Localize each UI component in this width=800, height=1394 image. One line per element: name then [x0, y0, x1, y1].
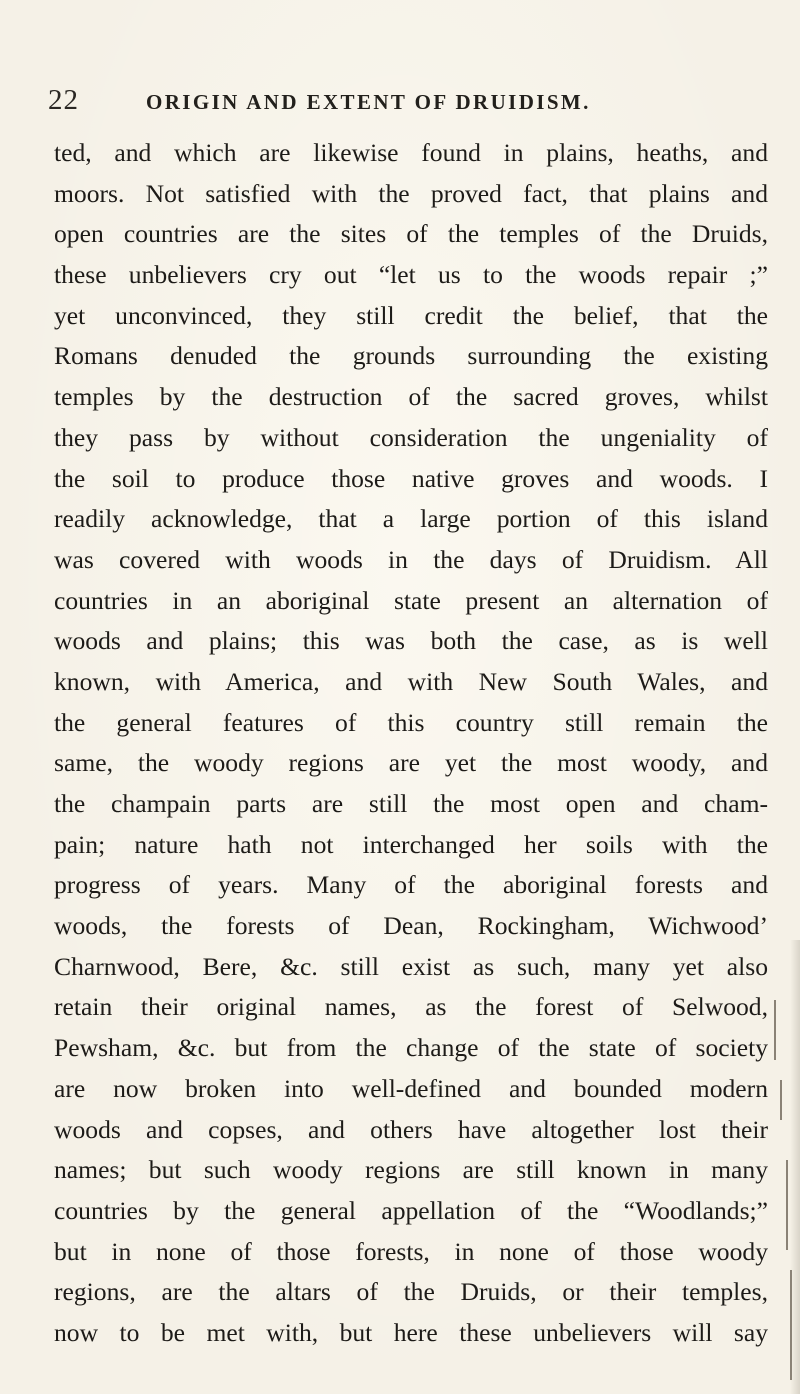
page-edge-mark: [780, 1080, 782, 1120]
text-line: are now broken into well-defined and bounded modern: [54, 1073, 768, 1103]
running-title: ORIGIN AND EXTENT OF DRUIDISM.: [146, 90, 591, 114]
text-line: the champain parts are still the most open and cham-: [54, 789, 768, 818]
text-line: ted, and which are likewise found in plains, heaths, and: [54, 138, 768, 167]
text-line: woods and plains; this was both the case, as is well: [54, 626, 768, 656]
text-line: countries by the general appellation of the “Woodlands;”: [54, 1195, 768, 1225]
text-line: they pass by without consideration the ungeniality of: [54, 422, 768, 452]
text-line: woods and copses, and others have altogether lost their: [54, 1114, 768, 1144]
text-line: names; but such woody regions are still known in many: [54, 1155, 768, 1185]
text-line: same, the woody regions are yet the most woody, and: [54, 748, 768, 778]
text-line: these unbelievers cry out “let us to the woods repair ;”: [54, 260, 768, 290]
text-line: Charnwood, Bere, &c. still exist as such, many yet also: [54, 951, 768, 981]
text-line: was covered with woods in the days of Druidism. All: [54, 544, 768, 574]
page-edge-mark: [774, 1000, 776, 1060]
text-line: readily acknowledge, that a large portion of this island: [54, 504, 768, 534]
text-line: progress of years. Many of the aboriginal forests and: [54, 870, 768, 900]
text-line: the soil to produce those native groves and woods. I: [54, 463, 768, 493]
body-text: [54, 133, 768, 1354]
text-line: open countries are the sites of the temples of the Druids,: [54, 219, 768, 249]
text-line: yet unconvinced, they still credit the belief, that the: [54, 300, 768, 330]
text-line: Pewsham, &c. but from the change of the state of society: [54, 1033, 768, 1063]
text-line: now to be met with, but here these unbelievers will say: [54, 1317, 768, 1347]
text-line: the general features of this country still remain the: [54, 707, 768, 737]
text-line: regions, are the altars of the Druids, or their temples,: [54, 1277, 768, 1307]
text-line: temples by the destruction of the sacred groves, whilst: [54, 382, 768, 412]
text-line: countries in an aboriginal state present an alternation of: [54, 585, 768, 615]
text-line: pain; nature hath not interchanged her soils with the: [54, 829, 768, 859]
text-line: moors. Not satisfied with the proved fact, that plains and: [54, 178, 768, 208]
text-line: woods, the forests of Dean, Rockingham, Wichwood’: [54, 911, 768, 941]
running-head: [48, 84, 748, 124]
page-number: 22: [48, 84, 79, 116]
text-line: but in none of those forests, in none of those woody: [54, 1236, 768, 1266]
text-line: retain their original names, as the forest of Selwood,: [54, 992, 768, 1022]
text-line: Romans denuded the grounds surrounding the existing: [54, 341, 768, 371]
page-edge-mark: [786, 1160, 788, 1250]
page-edge-mark: [790, 1270, 792, 1380]
text-line: known, with America, and with New South Wales, and: [54, 666, 768, 696]
